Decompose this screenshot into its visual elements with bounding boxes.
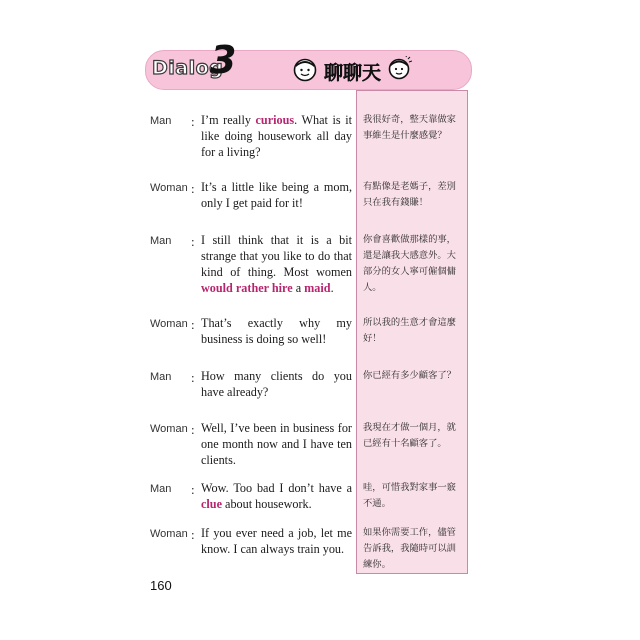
vocabulary-highlight: curious <box>255 113 295 127</box>
speaker-colon: : <box>191 181 195 196</box>
speaker-label: Woman <box>150 182 188 194</box>
speaker-colon: : <box>191 114 195 129</box>
dialog-topic: 聊聊天 <box>324 62 382 84</box>
english-text: I still think that it is a bit strange that you like to do that kind of thing. Most women <box>201 233 352 279</box>
smiley-face-icon <box>293 58 317 82</box>
dialog-number: 3 <box>210 38 237 82</box>
english-text: How many clients do you have already? <box>201 369 352 399</box>
dialog-label: Dialog <box>152 57 224 79</box>
english-text: If you ever need a job, let me know. I can always train you. <box>201 526 352 556</box>
vocabulary-highlight: maid <box>304 281 331 295</box>
talking-face-icon <box>388 56 412 80</box>
speaker-colon: : <box>191 370 195 385</box>
english-text: about housework. <box>221 497 312 511</box>
chinese-translation: 所以我的生意才會這麼好！ <box>363 317 456 344</box>
english-line <box>201 315 352 347</box>
english-line <box>201 232 352 296</box>
chinese-translation: 哇，可惜我對家事一竅不通。 <box>363 482 456 509</box>
speaker-label: Man <box>150 371 172 383</box>
speaker-label: Woman <box>150 528 188 540</box>
english-text: a <box>292 281 305 295</box>
chinese-translation: 我現在才做一個月，就已經有十名顧客了。 <box>363 422 456 449</box>
chinese-translation: 有點像是老媽子，差別只在我有錢賺！ <box>363 181 456 208</box>
english-line <box>201 179 352 211</box>
chinese-translation: 我很好奇，整天靠做家事維生是什麼感覺？ <box>363 114 456 141</box>
speaker-colon: : <box>191 317 195 332</box>
chinese-translation: 你會喜歡做那樣的事，還是讓我大感意外。大部分的女人寧可僱個傭人。 <box>363 234 456 293</box>
english-text: It’s a little like being a mom, only I get paid for it! <box>201 180 352 210</box>
speaker-colon: : <box>191 422 195 437</box>
speaker-colon: : <box>191 527 195 542</box>
vocabulary-highlight: clue <box>201 497 222 511</box>
chinese-translation: 如果你需要工作，儘管告訴我，我隨時可以訓練你。 <box>363 527 456 570</box>
page-number: 160 <box>150 578 172 593</box>
speaker-label: Woman <box>150 318 188 330</box>
english-text: I’m really <box>201 113 256 127</box>
english-line <box>201 525 352 557</box>
speaker-colon: : <box>191 482 195 497</box>
speaker-label: Man <box>150 483 172 495</box>
english-line <box>201 480 352 512</box>
english-text: . <box>330 281 334 295</box>
english-line <box>201 368 352 400</box>
english-line <box>201 112 352 160</box>
english-text: Wow. Too bad I don’t have a <box>201 481 352 495</box>
speaker-label: Woman <box>150 423 188 435</box>
speaker-label: Man <box>150 115 172 127</box>
english-line <box>201 420 352 468</box>
english-text: That’s exactly why my business is doing so well! <box>201 316 352 346</box>
speaker-label: Man <box>150 235 172 247</box>
english-text: Well, I’ve been in business for one month now and I have ten clients. <box>201 421 352 467</box>
chinese-translation: 你已經有多少顧客了？ <box>363 370 456 381</box>
english-text: . What is it like doing housework all day for a living? <box>201 113 352 159</box>
vocabulary-highlight: would rather hire <box>201 281 293 295</box>
speaker-colon: : <box>191 234 195 249</box>
